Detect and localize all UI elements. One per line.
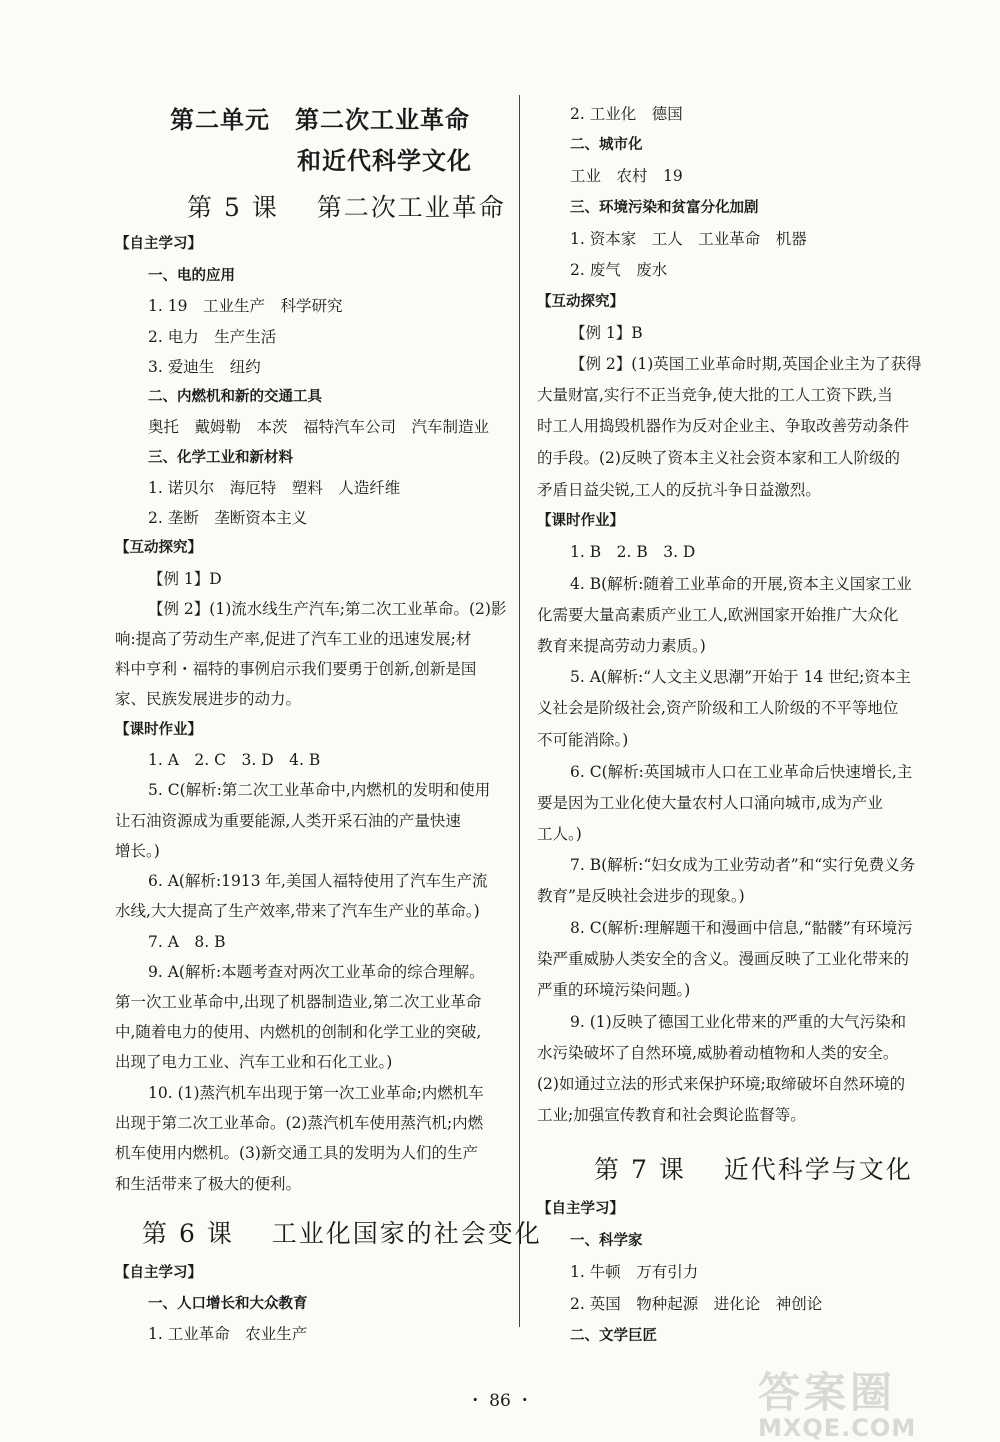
text-line: 1. B 2. B 3. D — [570, 543, 696, 561]
text-line: 增长。) — [115, 842, 160, 860]
text-line: 【例 2】(1)流水线生产汽车;第二次工业革命。(2)影 — [148, 600, 507, 618]
subsection-heading: 三、环境污染和贫富分化加剧 — [570, 200, 759, 216]
lesson-6-title: 工业化国家的社会变化 — [271, 1219, 542, 1248]
text-line: 大量财富,实行不正当竞争,使大批的工人工资下跌,当 — [537, 386, 893, 404]
text-line: 1. A 2. C 3. D 4. B — [148, 751, 321, 769]
text-line: 料中亨利・福特的事例启示我们要勇于创新,创新是国 — [115, 660, 477, 678]
text-line: 不可能消除。) — [537, 731, 629, 749]
text-line: 机车使用内燃机。(3)新交通工具的发明为人们的生产 — [115, 1144, 478, 1162]
text-line: 1. 19 工业生产 科学研究 — [148, 297, 343, 315]
text-line: 家、民族发展进步的动力。 — [115, 690, 302, 708]
section-header: 【课时作业】 — [115, 722, 202, 738]
text-line: 2. 工业化 德国 — [570, 105, 683, 123]
watermark-logo — [758, 1360, 988, 1442]
text-line: 时工人用捣毁机器作为反对企业主、争取改善劳动条件 — [537, 417, 910, 435]
subsection-heading: 二、城市化 — [570, 137, 643, 153]
section-header: 【自主学习】 — [537, 1201, 624, 1217]
subsection-heading: 一、科学家 — [570, 1233, 643, 1249]
section-header: 【互动探究】 — [537, 294, 624, 310]
text-line: 5. A(解析:“人文主义思潮”开始于 14 世纪;资本主 — [570, 668, 911, 686]
text-line: 9. (1)反映了德国工业化带来的严重的大气污染和 — [570, 1013, 907, 1031]
page-number: ・ 86 ・ — [466, 1391, 534, 1411]
text-line: 1. 牛顿 万有引力 — [570, 1263, 699, 1281]
text-line: 教育来提高劳动力素质。) — [537, 637, 706, 655]
watermark-bottom-text: MXQE.COM — [758, 1414, 917, 1442]
column-divider — [519, 95, 520, 1327]
subsection-heading: 一、人口增长和大众教育 — [148, 1296, 308, 1312]
text-line: 4. B(解析:随着工业革命的开展,资本主义国家工业 — [570, 575, 912, 593]
text-line: 教育”是反映社会进步的现象。) — [537, 887, 745, 905]
lesson-5-heading — [187, 188, 506, 224]
text-line: 水线,大大提高了生产效率,带来了汽车生产业的革命。) — [115, 902, 480, 920]
text-line: 7. B(解析:“妇女成为工业劳动者”和“实行免费义务 — [570, 856, 916, 874]
text-line: 的手段。(2)反映了资本主义社会资本家和工人阶级的 — [537, 449, 900, 467]
text-line: 9. A(解析:本题考查对两次工业革命的综合理解。 — [148, 963, 485, 981]
watermark-top-text: 答案圈 — [758, 1368, 897, 1417]
section-header: 【互动探究】 — [115, 540, 202, 556]
text-line: 严重的环境污染问题。) — [537, 981, 691, 999]
unit-title-line-2: 和近代科学文化 — [297, 147, 472, 175]
text-line: 1. 资本家 工人 工业革命 机器 — [570, 230, 807, 248]
lesson-5-number: 第 5 课 — [187, 193, 279, 222]
text-line: 5. C(解析:第二次工业革命中,内燃机的发明和使用 — [148, 781, 491, 799]
text-line: 出现于第二次工业革命。(2)蒸汽机车使用蒸汽机;内燃 — [115, 1114, 484, 1132]
text-line: 2. 电力 生产生活 — [148, 328, 277, 346]
text-line: 中,随着电力的使用、内燃机的创制和化学工业的突破, — [115, 1023, 482, 1041]
text-line: 出现了电力工业、汽车工业和石化工业。) — [115, 1053, 393, 1071]
text-line: (2)如通过立法的形式来保护环境;取缔破坏自然环境的 — [537, 1075, 906, 1093]
text-line: 1. 工业革命 农业生产 — [148, 1325, 308, 1343]
text-line: 工业 农村 19 — [570, 167, 683, 185]
text-line: 6. C(解析:英国城市人口在工业革命后快速增长,主 — [570, 763, 913, 781]
text-line: 2. 英国 物种起源 进化论 神创论 — [570, 1295, 823, 1313]
subsection-heading: 一、电的应用 — [148, 268, 235, 284]
text-line: 7. A 8. B — [148, 933, 226, 951]
text-line: 6. A(解析:1913 年,美国人福特使用了汽车生产流 — [148, 872, 488, 890]
unit-title-line-1: 第二单元 第二次工业革命 — [170, 106, 470, 134]
text-line: 让石油资源成为重要能源,人类开采石油的产量快速 — [115, 812, 461, 830]
section-header: 【自主学习】 — [115, 236, 202, 252]
lesson-7-heading — [594, 1150, 913, 1186]
text-line: 工业;加强宣传教育和社会舆论监督等。 — [537, 1106, 806, 1124]
subsection-heading: 二、文学巨匠 — [570, 1328, 657, 1344]
text-line: 【例 1】B — [570, 324, 643, 342]
text-line: 10. (1)蒸汽机车出现于第一次工业革命;内燃机车 — [148, 1084, 484, 1102]
section-header: 【自主学习】 — [115, 1265, 202, 1281]
text-line: 染严重威胁人类安全的含义。漫画反映了工业化带来的 — [537, 950, 910, 968]
lesson-6-number: 第 6 课 — [142, 1219, 234, 1248]
text-line: 3. 爱迪生 纽约 — [148, 358, 261, 376]
text-line: 水污染破坏了自然环境,威胁着动植物和人类的安全。 — [537, 1044, 899, 1062]
subsection-heading: 二、内燃机和新的交通工具 — [148, 389, 322, 405]
lesson-7-number: 第 7 课 — [594, 1155, 686, 1184]
text-line: 【例 1】D — [148, 570, 222, 588]
text-line: 和生活带来了极大的便利。 — [115, 1175, 302, 1193]
lesson-6-heading — [142, 1214, 542, 1250]
text-line: 化需要大量高素质产业工人,欧洲国家开始推广大众化 — [537, 606, 899, 624]
section-header: 【课时作业】 — [537, 513, 624, 529]
text-line: 义社会是阶级社会,资产阶级和工人阶级的不平等地位 — [537, 699, 899, 717]
text-line: 2. 废气 废水 — [570, 261, 668, 279]
subsection-heading: 三、化学工业和新材料 — [148, 450, 293, 466]
text-line: 矛盾日益尖锐,工人的反抗斗争日益激烈。 — [537, 481, 821, 499]
text-line: 奥托 戴姆勒 本茨 福特汽车公司 汽车制造业 — [148, 418, 490, 436]
text-line: 响:提高了劳动生产率,促进了汽车工业的迅速发展;材 — [115, 630, 472, 648]
text-line: 要是因为工业化使大量农村人口涌向城市,成为产业 — [537, 794, 883, 812]
text-line: 8. C(解析:理解题干和漫画中信息,“骷髅”有环境污 — [570, 919, 913, 937]
text-line: 2. 垄断 垄断资本主义 — [148, 509, 308, 527]
text-line: 第一次工业革命中,出现了机器制造业,第二次工业革命 — [115, 993, 482, 1011]
text-line: 1. 诺贝尔 海厄特 塑料 人造纤维 — [148, 479, 401, 497]
text-line: 【例 2】(1)英国工业革命时期,英国企业主为了获得 — [570, 355, 922, 373]
text-line: 工人。) — [537, 825, 582, 843]
lesson-5-title: 第二次工业革命 — [316, 193, 506, 222]
lesson-7-title: 近代科学与文化 — [723, 1155, 913, 1184]
